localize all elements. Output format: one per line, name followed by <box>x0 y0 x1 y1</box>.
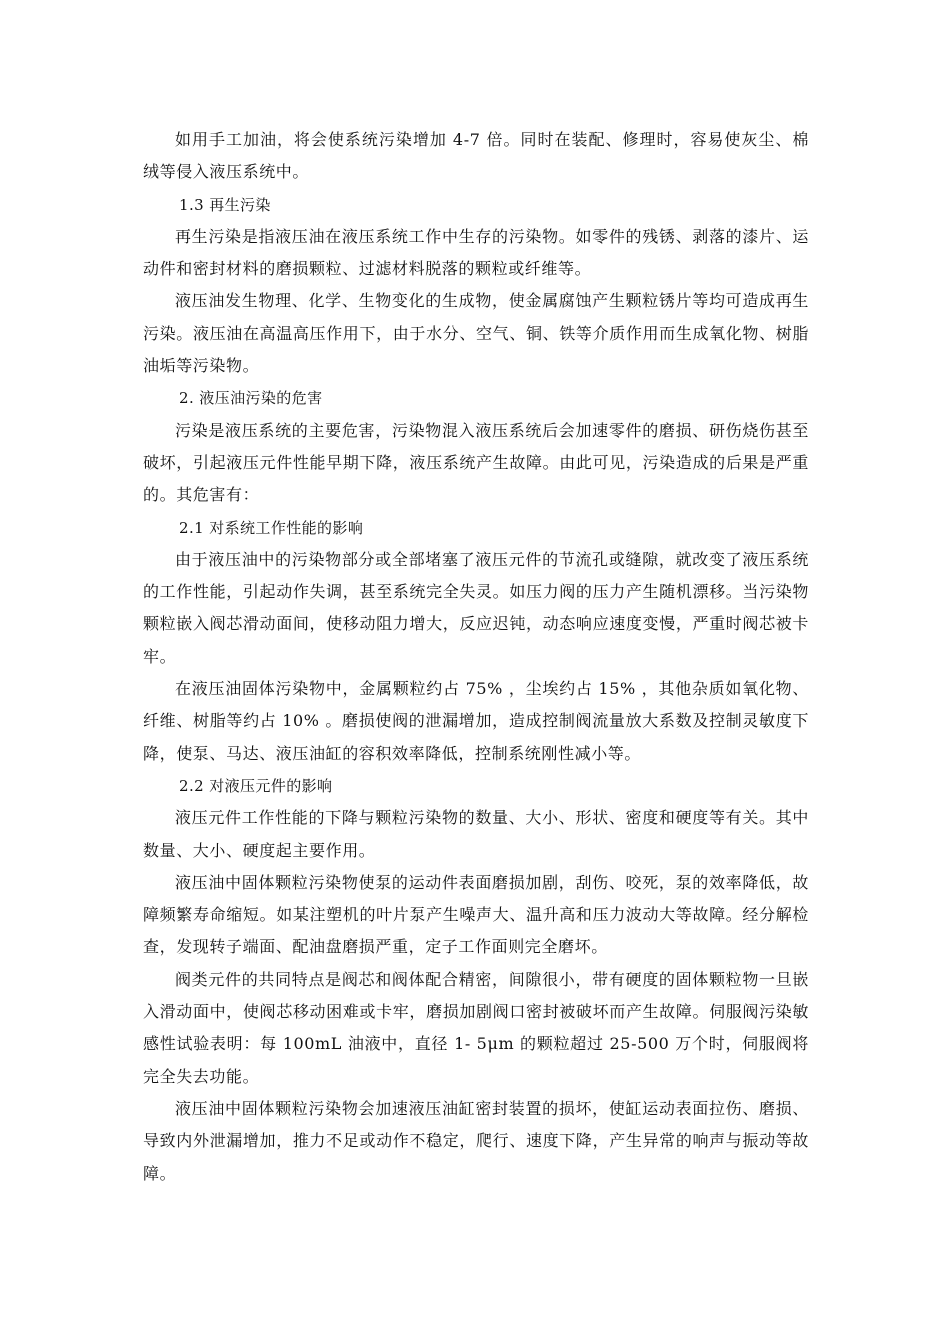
paragraph: 液压元件工作性能的下降与颗粒污染物的数量、大小、形状、密度和硬度等有关。其中数量、大小、硬度起主要作用。 <box>143 808 809 860</box>
paragraph: 由于液压油中的污染物部分或全部堵塞了液压元件的节流孔或缝隙，就改变了液压系统的工作性能，引起动作失调，甚至系统完全失灵。如压力阀的压力产生随机漂移。当污染物颗粒嵌入阀芯滑动面间，使移动阻力增大，反应迟钝，动态响应速度变慢，严重时阀芯被卡牢。 <box>143 549 809 666</box>
section-heading: 2.1 对系统工作性能的影响 <box>179 518 364 537</box>
paragraph: 再生污染是指液压油在液压系统工作中生存的污染物。如零件的残锈、剥落的漆片、运动件和密封材料的磨损颗粒、过滤材料脱落的颗粒或纤维等。 <box>143 226 809 279</box>
paragraph: 如用手工加油，将会使系统污染增加 4-7 倍。同时在装配、修理时，容易使灰尘、棉绒等侵入液压系统中。 <box>143 130 809 182</box>
paragraph: 液压油中固体颗粒污染物会加速液压油缸密封装置的损坏，使缸运动表面拉伤、磨损、导致内外泄漏增加，推力不足或动作不稳定，爬行、速度下降，产生异常的响声与振动等故障。 <box>143 1098 809 1183</box>
paragraph: 液压油中固体颗粒污染物使泵的运动件表面磨损加剧，刮伤、咬死，泵的效率降低，故障频繁寿命缩短。如某注塑机的叶片泵产生噪声大、温升高和压力波动大等故障。经分解检查，发现转子端面、配油盘磨损严重，定子工作面则完全磨坏。 <box>143 872 809 957</box>
section-heading: 2.2 对液压元件的影响 <box>179 776 333 795</box>
document-body <box>143 124 809 1190</box>
paragraph: 阀类元件的共同特点是阀芯和阀体配合精密，间隙很小，带有硬度的固体颗粒物一旦嵌入滑动面中，使阀芯移动困难或卡牢，磨损加剧阀口密封被破坏而产生故障。伺服阀污染敏感性试验表明：每 100mL 油液中，直径 1- 5μm 的颗粒超过 25-500 万个时，伺服阀将完全失去功能。 <box>143 969 809 1086</box>
paragraph: 在液压油固体污染物中，金属颗粒约占 75% ，尘埃约占 15% ，其他杂质如氧化物、纤维、树脂等约占 10% 。磨损使阀的泄漏增加，造成控制阀流量放大系数及控制灵敏度下降，使泵、马达、液压油缸的容积效率降低，控制系统刚性减小等。 <box>143 679 809 763</box>
section-heading: 1.3 再生污染 <box>179 195 271 214</box>
paragraph: 液压油发生物理、化学、生物变化的生成物，使金属腐蚀产生颗粒锈片等均可造成再生污染。液压油在高温高压作用下，由于水分、空气、铜、铁等介质作用而生成氧化物、树脂油垢等污染物。 <box>143 291 809 376</box>
paragraph: 污染是液压系统的主要危害，污染物混入液压系统后会加速零件的磨损、研伤烧伤甚至破坏，引起液压元件性能早期下降，液压系统产生故障。由此可见，污染造成的后果是严重的。其危害有： <box>143 420 809 505</box>
section-heading: 2. 液压油污染的危害 <box>179 389 323 408</box>
